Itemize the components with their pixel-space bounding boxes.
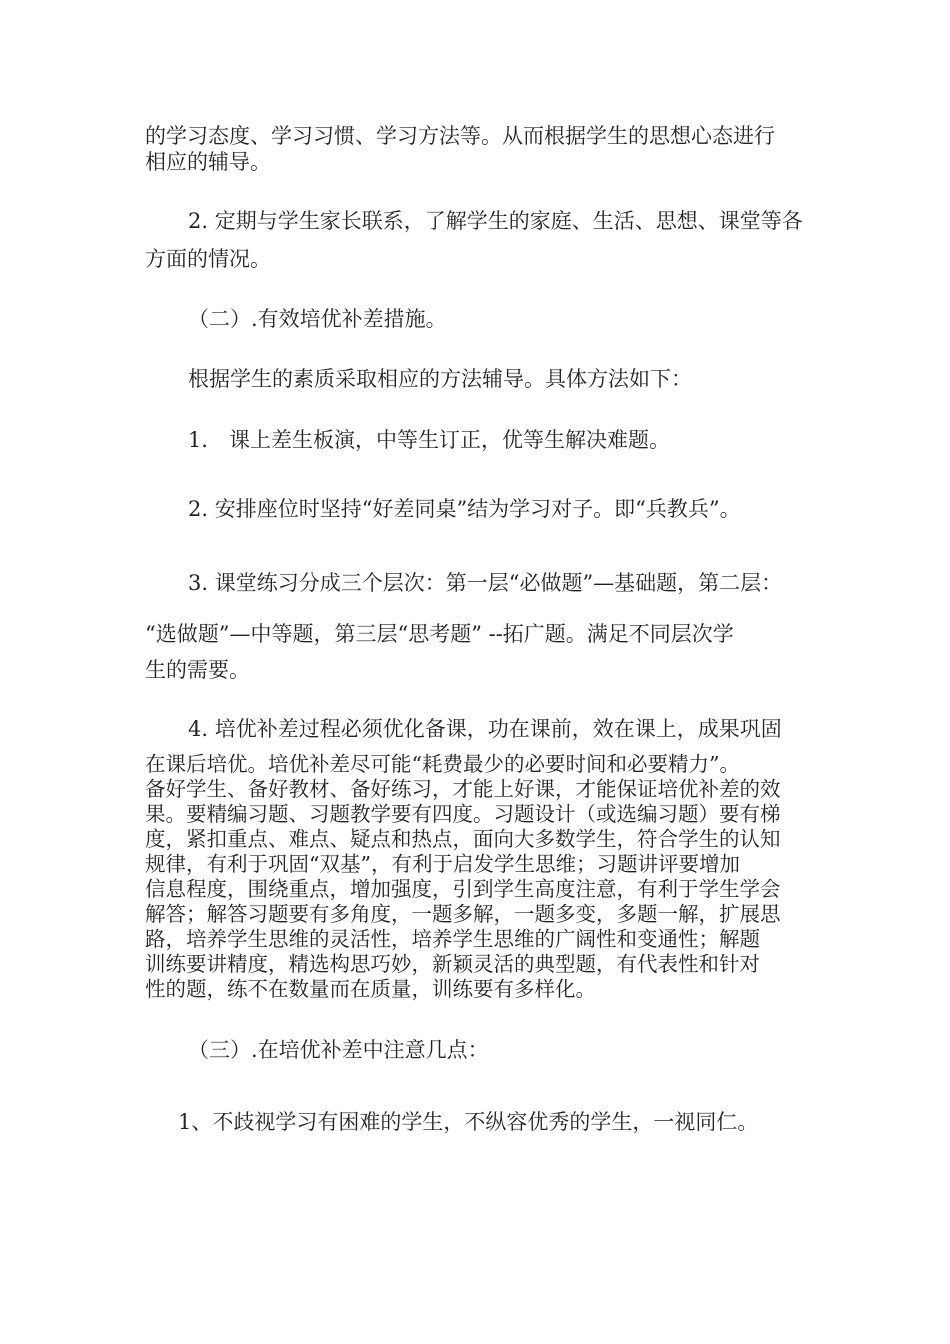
list-item-3-line-2: “选做题”—中等题，第三层“思考题” --拓广题。满足不同层次学 <box>145 622 734 646</box>
list-item-4-line-9: 路，培养学生思维的灵活性，培养学生思维的广阔性和变通性；解题 <box>145 927 760 951</box>
paragraph-1-line-2: 相应的辅导。 <box>145 150 271 174</box>
list-item-4-line-8: 解答；解答习题要有多角度，一题多解，一题多变，多题一解，扩展思 <box>145 902 781 926</box>
list-item-4-line-11: 性的题，练不在数量而在质量，训练要有多样化。 <box>145 977 596 1001</box>
list-item-4-line-4: 果。要精编习题、习题教学要有四度。习题设计（或选编习题）要有梯 <box>145 802 781 826</box>
list-item-1: 1． 课上差生板演，中等生订正，优等生解决难题。 <box>188 428 671 452</box>
list-item-4-line-3: 备好学生、备好教材、备好练习，才能上好课，才能保证培优补差的效 <box>145 777 781 801</box>
list-item-4-line-7: 信息程度，围绕重点，增加强度，引到学生高度注意，有利于学生学会 <box>145 877 781 901</box>
section-heading-2: （二）.有效培优补差措施。 <box>188 307 447 331</box>
section-heading-3: （三）.在培优补差中注意几点： <box>188 1038 489 1062</box>
list-item-3-line-1: 3. 课堂练习分成三个层次：第一层“必做题”—基础题，第二层： <box>188 571 783 595</box>
paragraph-3: 根据学生的素质采取相应的方法辅导。具体方法如下： <box>188 367 692 391</box>
list-item-4-line-6: 规律，有利于巩固“双基”，有利于启发学生思维；习题讲评要增加 <box>145 852 740 876</box>
list-item-4-line-5: 度，紧扣重点、难点、疑点和热点，面向大多数学生，符合学生的认知 <box>145 827 781 851</box>
paragraph-2-line-2: 方面的情况。 <box>145 247 271 271</box>
list-item-4-line-10: 训练要讲精度，精选构思巧妙，新颖灵活的典型题，有代表性和针对 <box>145 952 760 976</box>
list-item-3-line-3: 生的需要。 <box>145 658 250 682</box>
list-item-4-line-1: 4. 培优补差过程必须优化备课，功在课前，效在课上，成果巩固 <box>188 717 782 741</box>
list-item-5: 1、不歧视学习有困难的学生，不纵容优秀的学生，一视同仁。 <box>178 1110 759 1134</box>
list-item-4-line-2: 在课后培优。培优补差尽可能“耗费最少的必要时间和必要精力”。 <box>145 752 740 776</box>
paragraph-2-line-1: 2. 定期与学生家长联系，了解学生的家庭、生活、思想、课堂等各 <box>188 209 803 233</box>
list-item-2: 2. 安排座位时坚持“好差同桌”结为学习对子。即“兵教兵”。 <box>188 497 741 521</box>
paragraph-1-line-1: 的学习态度、学习习惯、学习方法等。从而根据学生的思想心态进行 <box>145 124 775 148</box>
